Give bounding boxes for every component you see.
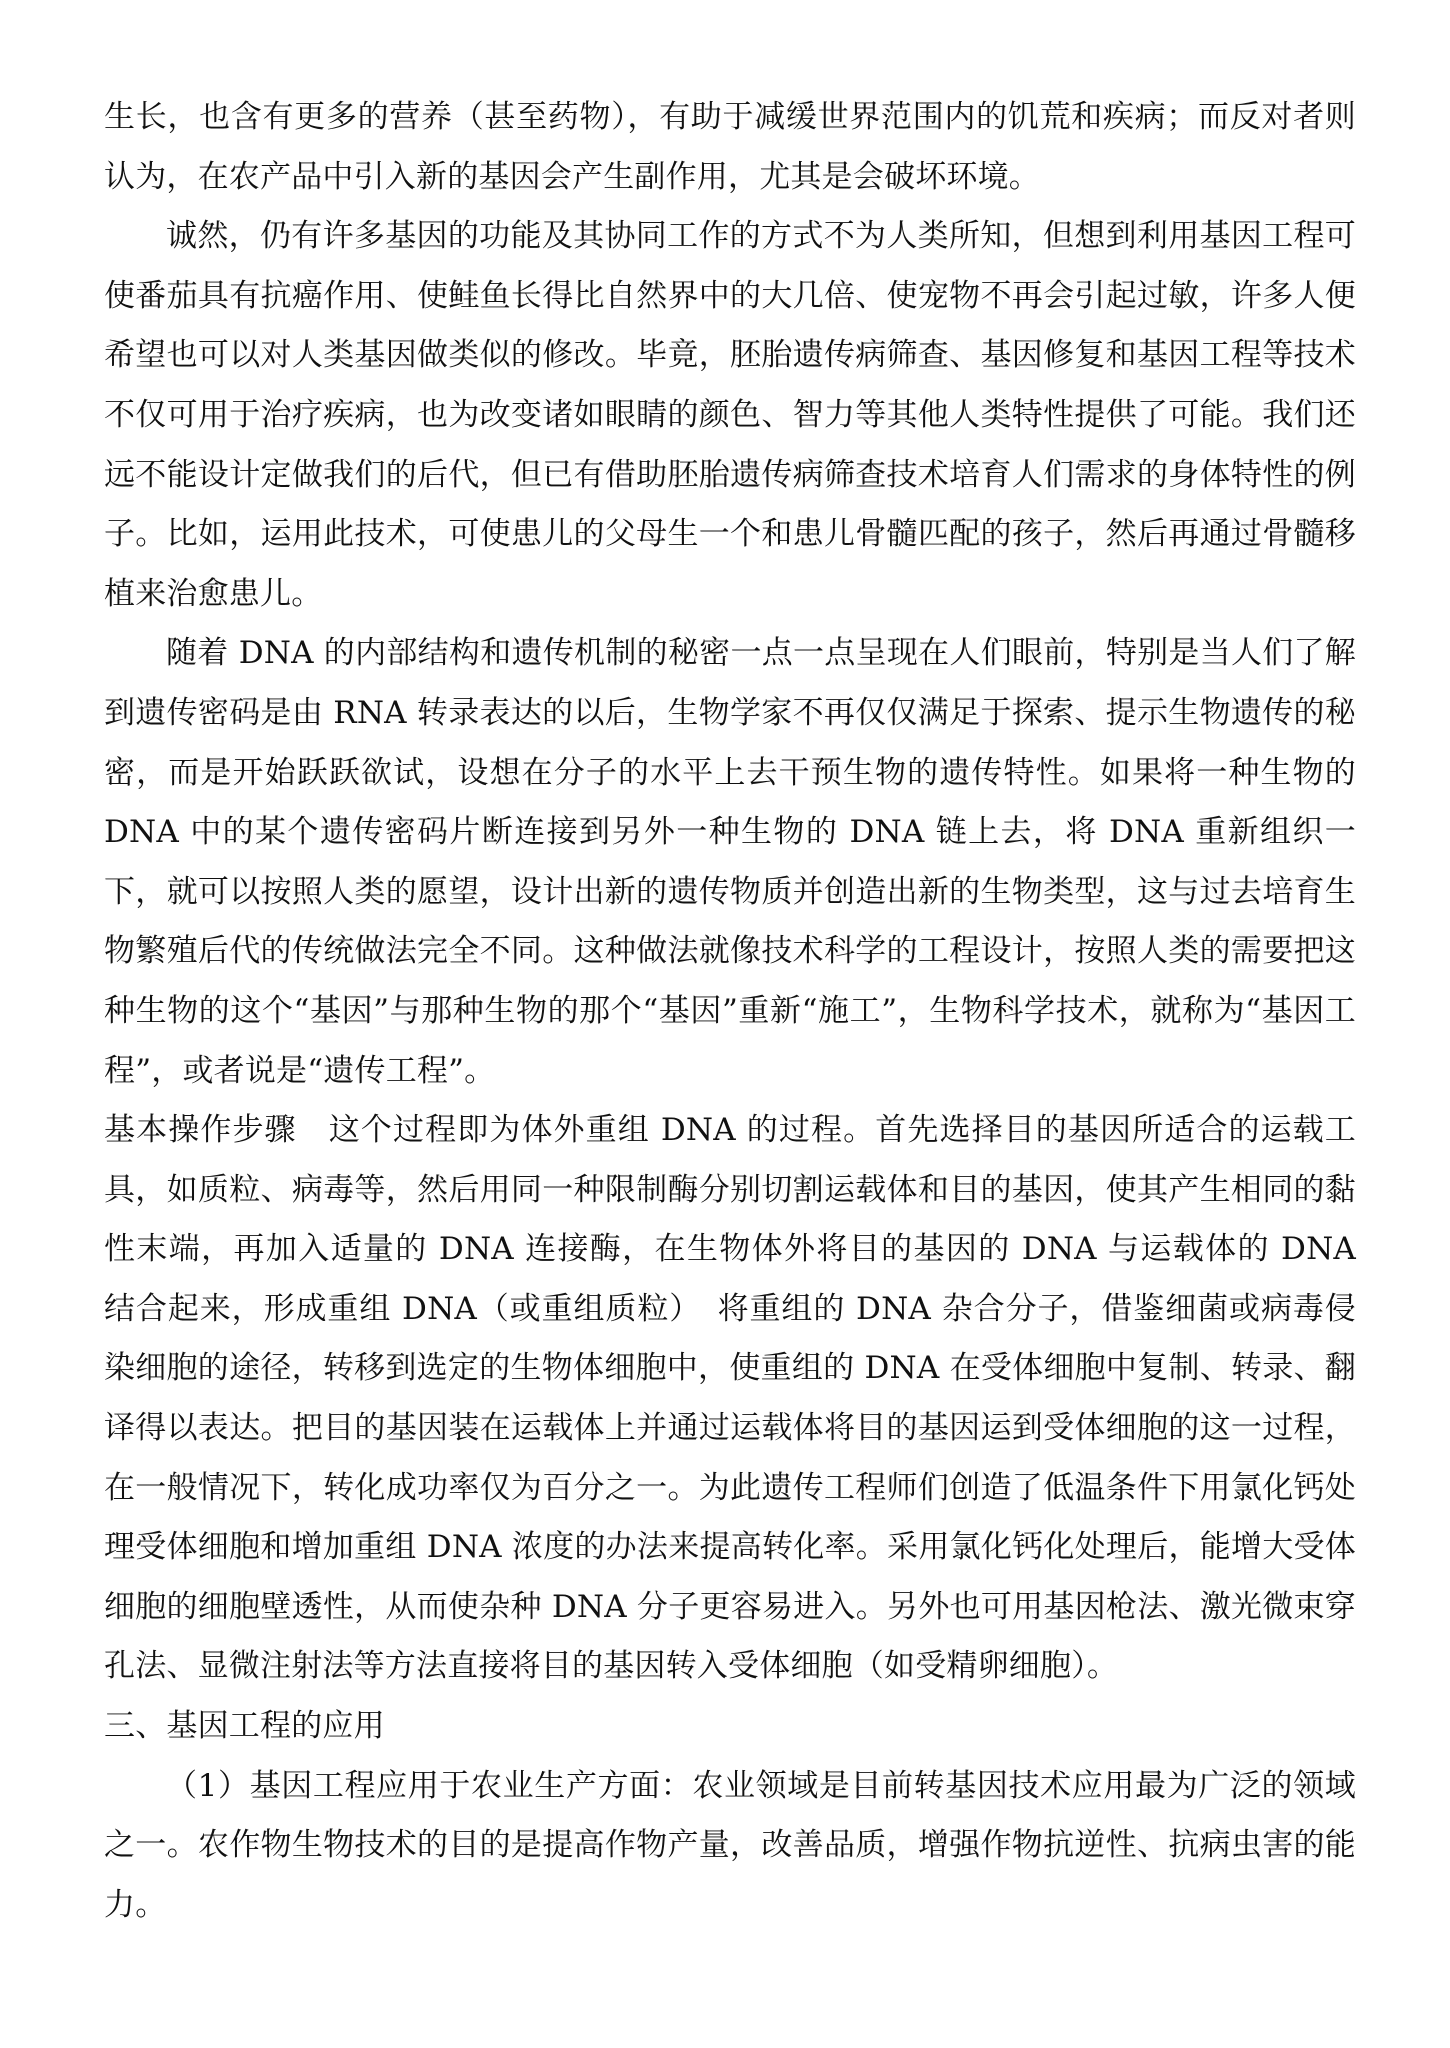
paragraph-gene-modification-humans: 诚然，仍有许多基因的功能及其协同工作的方式不为人类所知，但想到利用基因工程可使番茄具有抗癌作用、使鲑鱼长得比自然界中的大几倍、使宠物不再会引起过敏，许多人便希望也可以对人类基因做类似的修改。毕竟，胚胎遗传病筛查、基因修复和基因工程等技术不仅可用于治疗疾病，也为改变诸如眼睛的颜色、智力等其他人类特性提供了可能。我们还远不能设计定做我们的后代，但已有借助胚胎遗传病筛查技术培育人们需求的身体特性的例子。比如，运用此技术，可使患儿的父母生一个和患儿骨髓匹配的孩子，然后再通过骨髓移植来治愈患儿。 bbox=[104, 218, 1356, 612]
section-heading-applications: 三、基因工程的应用 bbox=[104, 1708, 385, 1745]
paragraph-continuation: 生长，也含有更多的营养（甚至药物），有助于减缓世界范围内的饥荒和疾病；而反对者则认为，在农产品中引入新的基因会产生副作用，尤其是会破坏环境。 bbox=[104, 99, 1356, 195]
paragraph-agriculture-application: （1）基因工程应用于农业生产方面：农业领域是目前转基因技术应用最为广泛的领域之一。农作物生物技术的目的是提高作物产量，改善品质，增强作物抗逆性、抗病虫害的能力。 bbox=[104, 1767, 1356, 1923]
paragraph-dna-genetic-engineering: 随着 DNA 的内部结构和遗传机制的秘密一点一点呈现在人们眼前，特别是当人们了解到遗传密码是由 RNA 转录表达的以后，生物学家不再仅仅满足于探索、提示生物遗传的秘密，而是开始跃跃欲试，设想在分子的水平上去干预生物的遗传特性。如果将一种生物的 DNA 中的某个遗传密码片断连接到另外一种生物的 DNA 链上去，将 DNA 重新组织一下，就可以按照人类的愿望，设计出新的遗传物质并创造出新的生物类型，这与过去培育生物繁殖后代的传统做法完全不同。这种做法就像技术科学的工程设计，按照人类的需要把这种生物的这个“基因”与那种生物的那个“基因”重新“施工”，生物科学技术，就称为“基因工程”，或者说是“遗传工程”。 bbox=[104, 635, 1356, 1089]
paragraph-basic-procedure: 基本操作步骤 这个过程即为体外重组 DNA 的过程。首先选择目的基因所适合的运载工具，如质粒、病毒等，然后用同一种限制酶分别切割运载体和目的基因，使其产生相同的黏性末端，再加入适量的 DNA 连接酶，在生物体外将目的基因的 DNA 与运载体的 DNA 结合起来，形成重组 DNA（或重组质粒） 将重组的 DNA 杂合分子，借鉴细菌或病毒侵染细胞的途径，转移到选定的生物体细胞中，使重组的 DNA 在受体细胞中复制、转录、翻译得以表达。把目的基因装在运载体上并通过运载体将目的基因运到受体细胞的这一过程，在一般情况下，转化成功率仅为百分之一。为此遗传工程师们创造了低温条件下用氯化钙处理受体细胞和增加重组 DNA 浓度的办法来提高转化率。采用氯化钙化处理后，能增大受体细胞的细胞壁透性，从而使杂种 DNA 分子更容易进入。另外也可用基因枪法、激光微束穿孔法、显微注射法等方法直接将目的基因转入受体细胞（如受精卵细胞）。 bbox=[104, 1112, 1356, 1685]
body-text bbox=[104, 88, 1356, 1935]
